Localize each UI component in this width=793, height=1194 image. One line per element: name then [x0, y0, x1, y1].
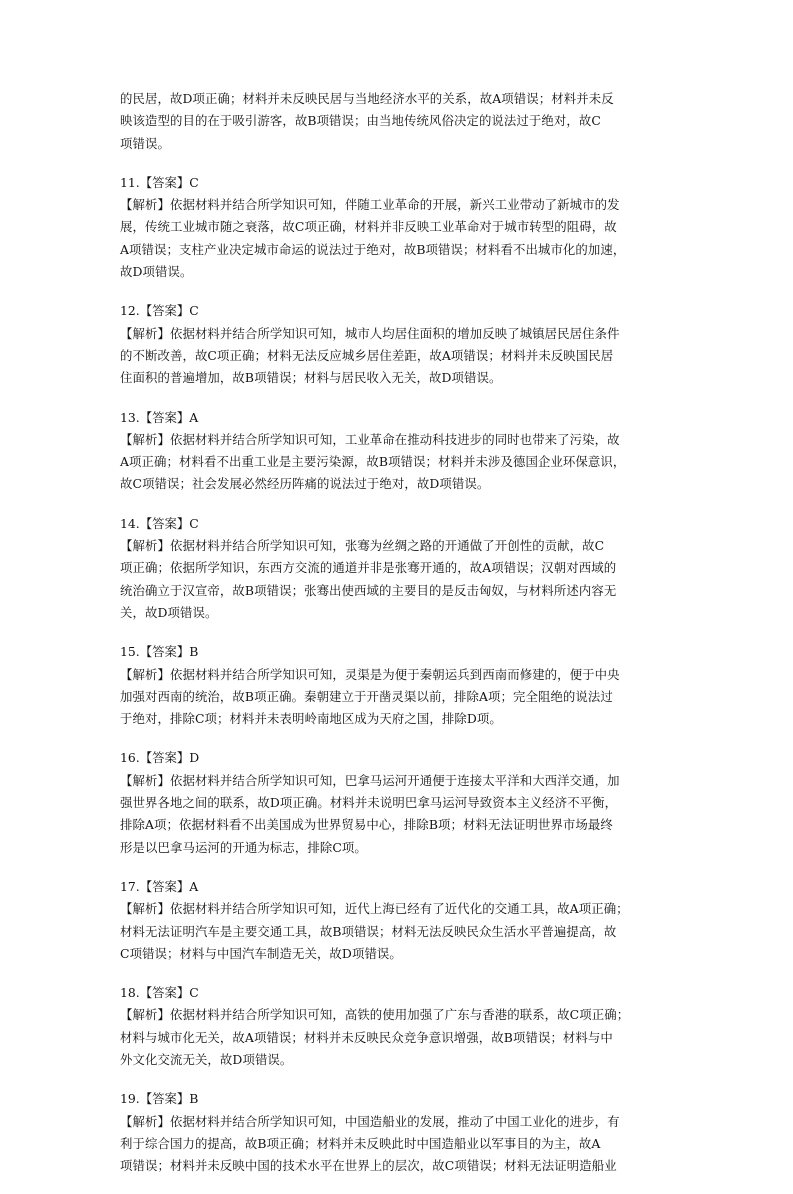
answer-item-16: [120, 747, 680, 858]
analysis-line: 故C项错误；社会发展必然经历阵痛的说法过于绝对，故D项错误。: [120, 476, 490, 492]
answer-item-19: [120, 1088, 680, 1177]
answer-heading: 15.【答案】B: [120, 644, 199, 660]
analysis-line: 项错误；材料并未反映中国的技术水平在世界上的层次，故C项错误；材料无法证明造船业: [120, 1158, 617, 1174]
intro-paragraph: [120, 88, 680, 155]
answer-heading: 16.【答案】D: [120, 750, 200, 766]
analysis-line: 强世界各地之间的联系，故D项正确。材料并未说明巴拿马运河导致资本主义经济不平衡，: [120, 795, 618, 811]
analysis-line: A项正确；材料看不出重工业是主要污染源，故B项错误；材料并未涉及德国企业环保意识，: [120, 454, 626, 470]
answer-heading: 17.【答案】A: [120, 878, 199, 894]
analysis-line: 【解析】依据材料并结合所学知识可知，工业革命在推动科技进步的同时也带来了污染，故: [120, 431, 620, 447]
analysis-line: 【解析】依据材料并结合所学知识可知，巴拿马运河开通便于连接太平洋和大西洋交通，加: [120, 772, 620, 788]
analysis-line: 的不断改善，故C项正确；材料无法反应城乡居住差距，故A项错误；材料并未反映国民居: [120, 347, 614, 363]
answer-heading: 12.【答案】C: [120, 303, 199, 319]
text-line: 映该造型的目的在于吸引游客，故B项错误；由当地传统风俗决定的说法过于绝对，故C: [120, 113, 601, 129]
analysis-line: 住面积的普遍增加，故B项错误；材料与居民收入无关，故D项错误。: [120, 370, 502, 386]
analysis-line: 故D项错误。: [120, 264, 193, 280]
analysis-line: 展，传统工业城市随之衰落，故C项正确，材料并非反映工业革命对于城市转型的阻碍，故: [120, 219, 617, 235]
analysis-line: 利于综合国力的提高，故B项正确；材料并未反映此时中国造船业以军事目的为主，故A: [120, 1135, 601, 1151]
answer-heading: 11.【答案】C: [120, 174, 199, 190]
answer-document: [120, 88, 680, 1194]
answer-item-15: [120, 641, 680, 730]
answer-item-12: [120, 300, 680, 389]
text-line: 的民居，故D项正确；材料并未反映民居与当地经济水平的关系，故A项错误；材料并未反: [120, 91, 614, 106]
analysis-line: 形是以巴拿马运河的开通为标志，排除C项。: [120, 839, 367, 855]
answer-item-13: [120, 407, 680, 496]
analysis-line: C项错误；材料与中国汽车制造无关，故D项错误。: [120, 945, 402, 961]
analysis-line: 【解析】依据材料并结合所学知识可知，高铁的使用加强了广东与香港的联系，故C项正确；: [120, 1007, 630, 1023]
analysis-line: 材料无法证明汽车是主要交通工具，故B项错误；材料无法反映民众生活水平普遍提高，故: [120, 923, 617, 939]
answer-item-18: [120, 982, 680, 1071]
answer-item-11: [120, 172, 680, 283]
analysis-line: 加强对西南的统治，故B项正确。秦朝建立于开凿灵渠以前，排除A项；完全阻绝的说法过: [120, 688, 613, 704]
analysis-line: 关，故D项错误。: [120, 604, 218, 620]
analysis-line: 统治确立于汉宣帝，故B项错误；张骞出使西域的主要目的是反击匈奴，与材料所述内容无: [120, 582, 617, 598]
answer-heading: 18.【答案】C: [120, 985, 199, 1001]
analysis-line: 排除A项；依据材料看不出美国成为世界贸易中心，排除B项；材料无法证明世界市场最终: [120, 817, 613, 833]
analysis-line: 于绝对，排除C项；材料并未表明岭南地区成为天府之国，排除D项。: [120, 711, 502, 727]
answer-item-17: [120, 876, 680, 965]
analysis-line: 【解析】依据材料并结合所学知识可知，中国造船业的发展，推动了中国工业化的进步，有: [120, 1113, 620, 1129]
analysis-line: 【解析】依据材料并结合所学知识可知，城市人均居住面积的增加反映了城镇居民居住条件: [120, 325, 620, 341]
analysis-line: 【解析】依据材料并结合所学知识可知，张骞为丝绸之路的开通做了开创性的贡献，故C: [120, 538, 605, 554]
answer-heading: 14.【答案】C: [120, 515, 199, 531]
text-line: 项错误。: [120, 135, 170, 151]
analysis-line: 【解析】依据材料并结合所学知识可知，灵渠是为便于秦朝运兵到西南而修建的，便于中央: [120, 666, 620, 682]
analysis-line: 项正确；依据所学知识，东西方交流的通道并非是张骞开通的，故A项错误；汉朝对西域的: [120, 560, 617, 576]
answer-heading: 19.【答案】B: [120, 1091, 199, 1107]
analysis-line: 材料与城市化无关，故A项错误；材料并未反映民众竞争意识增强，故B项错误；材料与中: [120, 1029, 613, 1045]
analysis-line: 【解析】依据材料并结合所学知识可知，伴随工业革命的开展，新兴工业带动了新城市的发: [120, 197, 620, 213]
analysis-line: 外文化交流无关，故D项错误。: [120, 1051, 293, 1067]
answer-heading: 13.【答案】A: [120, 409, 199, 425]
analysis-line: 【解析】依据材料并结合所学知识可知，近代上海已经有了近代化的交通工具，故A项正确；: [120, 901, 629, 917]
answer-item-14: [120, 513, 680, 624]
analysis-line: A项错误；支柱产业决定城市命运的说法过于绝对，故B项错误；材料看不出城市化的加速，: [120, 241, 626, 257]
